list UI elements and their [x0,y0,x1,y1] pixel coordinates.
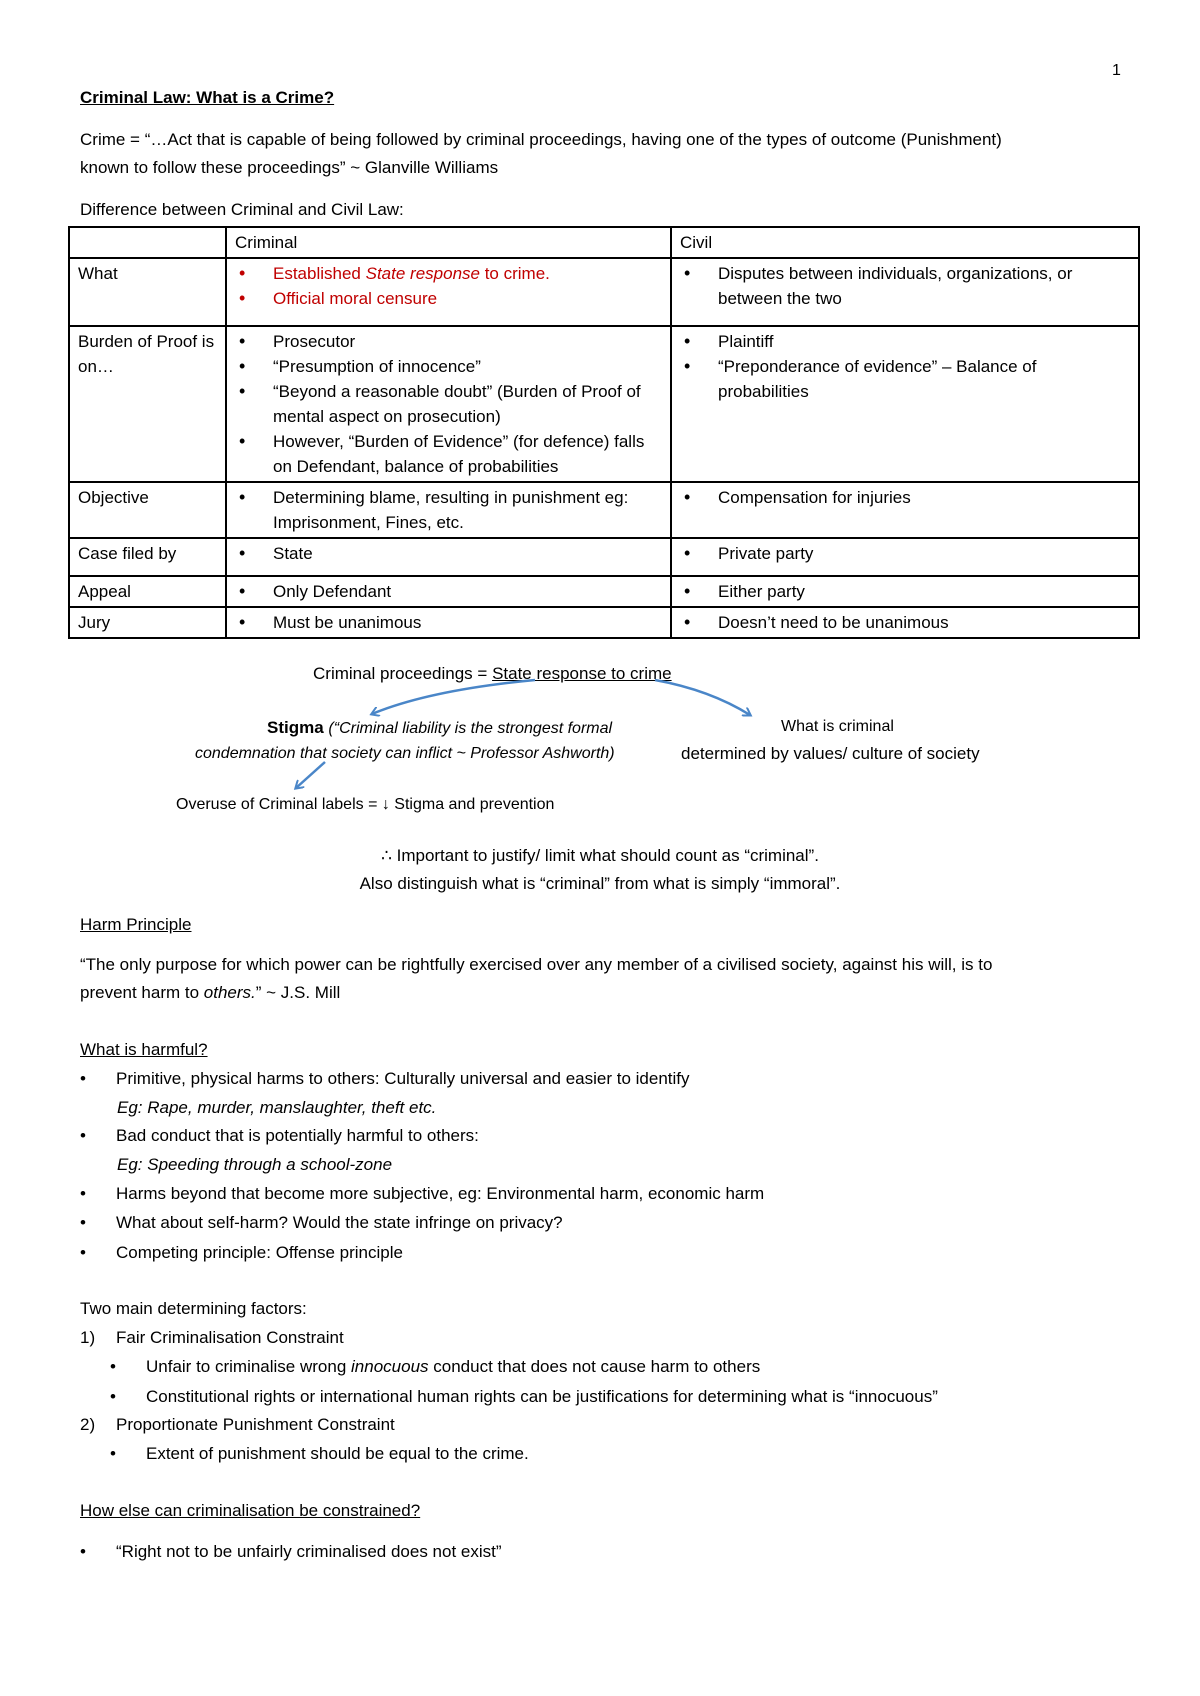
factor-2: 2) Proportionate Punishment Constraint [80,1415,395,1434]
criminal-proceedings-line: Criminal proceedings = State response to crime [313,664,672,683]
stigma-line-2: condemnation that society can inflict ~ Professor Ashworth) [195,745,615,762]
list-item: • Plaintiff [680,329,1130,354]
row-label: Burden of Proof is on… [69,326,226,482]
list-item: • “Beyond a reasonable doubt” (Burden of Proof of mental aspect on prosecution) [235,379,662,429]
list-item: • Official moral censure [235,286,662,311]
list-item: • Compensation for injuries [680,485,1130,510]
list-item: • Either party [680,579,1130,604]
stigma-line-1: Stigma (“Criminal liability is the strongest formal [267,718,613,737]
conclusion-line-2: Also distinguish what is “criminal” from what is simply “immoral”. [359,874,841,893]
row-label: What [69,258,226,326]
list-item: • Established State response to crime. [235,261,662,286]
factors-heading: Two main determining factors: [80,1299,307,1318]
harm-principle-quote-line-1: “The only purpose for which power can be rightfully exercised over any member of a civilised society, against his will, is to [80,955,993,974]
page-number: 1 [1112,62,1121,79]
difference-heading: Difference between Criminal and Civil Law: [80,200,404,219]
example-text: Eg: Speeding through a school-zone [117,1155,393,1174]
example-text: Eg: Rape, murder, manslaughter, theft etc. [117,1098,437,1117]
determined-by-label: determined by values/ culture of society [681,744,980,763]
row-label: Case filed by [69,538,226,576]
overuse-label: Overuse of Criminal labels = ↓ Stigma and prevention [176,796,555,813]
list-item: • “Preponderance of evidence” – Balance of probabilities [680,354,1130,404]
harm-principle-heading: Harm Principle [80,915,192,934]
arrow-to-stigma [372,680,535,714]
list-item: • Prosecutor [235,329,662,354]
row-label: Appeal [69,576,226,607]
list-item: • Private party [680,541,1130,566]
list-item: • However, “Burden of Evidence” (for defence) falls on Defendant, balance of probabilities [235,429,662,479]
harm-principle-quote-line-2: prevent harm to others.” ~ J.S. Mill [80,983,341,1002]
arrow-to-overuse [296,762,325,788]
factor-1: 1) Fair Criminalisation Constraint [80,1328,344,1347]
list-item: • Only Defendant [235,579,662,604]
table-header-criminal: Criminal [226,227,671,258]
list-item: • Determining blame, resulting in punishment eg: Imprisonment, Fines, etc. [235,485,662,535]
constrained-heading: How else can criminalisation be constrained? [80,1501,421,1520]
crime-definition-line-1: Crime = “…Act that is capable of being followed by criminal proceedings, having one of the types of outcome (Punishment) [80,130,1002,149]
list-item: • Must be unanimous [235,610,662,635]
what-is-harmful-heading: What is harmful? [80,1040,208,1059]
crime-definition-line-2: known to follow these proceedings” ~ Glanville Williams [80,158,499,177]
conclusion-line-1: ∴ Important to justify/ limit what should count as “criminal”. [381,846,819,865]
arrow-to-what-is-criminal [655,680,750,715]
state-response-label: State response to crime [492,664,672,683]
list-item: • “Presumption of innocence” [235,354,662,379]
document-page: 1 Criminal Law: What is a Crime? Crime = “…Act that is capable of being followed by criminal proceedings, having one of the types of outcome (Punishment) known to follow these proceedings” ~ Glanville Williams Difference between Criminal and Civil Law: Criminal Civil What • Established State response to crime. • Official moral censure • Disputes between individuals, organizations, or between the two Burden of Proof is on… • Prosecutor • “Presumption of innocence” • “Beyond a reasonable doubt” (Burden of Proof of mental aspect on prosecution) • However, “Burden of Evidence” (for defence) falls on Defendant, balance of probabilities • Plaintiff • “Preponderance of evidence” – Balance of probabilities Objective • Determining blame, resulting in punishment eg: Imprisonment, Fines, etc. • Compensation for injuries Case filed by • State • Private party Appeal • Only Defendant • Either party Jury • Must be unanimous • Doesn’t need to be unanimous Criminal proceedings = State response to crime Stigma (“Criminal liability is the strongest formal condemnation that society can inflict ~ Professor Ashworth) What is criminal determined by values/ culture of society Overuse of Criminal labels = ↓ Stigma and prevention ∴ Important to justify/ limit what should count as “criminal”. Also distinguish what is “criminal” from what is simply “immoral”. Harm Principle “The only purpose for which power can be rightfully exercised over any member of a civilised society, against his will, is to prevent harm to others.” ~ J.S. Mill What is harmful? • Primitive, physical harms to others: Culturally universal and easier to identify Eg: Rape, murder, manslaughter, theft etc. • Bad conduct that is potentially harmful to others: Eg: Speeding through a school-zone • Harms beyond that become more subjective, eg: Environmental harm, economic harm • What about self-harm? Would the state infringe on privacy? • Competing principle: Offense principle Two main determining factors: 1) Fair Criminalisation Constraint • Unfair to criminalise wrong innocuous conduct that does not cause harm to others • Constitutional rights or international human rights can be justifications for determining what is “innocuous” 2) Proportionate Punishment Constraint • Extent of punishment should be equal to the crime. How else can criminalisation be constrained? • “Right not to be unfairly criminalised does not exist” [0,0,1200,1696]
row-label: Objective [69,482,226,538]
list-item: • Doesn’t need to be unanimous [680,610,1130,635]
list-item: • Disputes between individuals, organizations, or between the two [680,261,1130,311]
row-label: Jury [69,607,226,638]
list-item: • State [235,541,662,566]
table-header-civil: Civil [671,227,1139,258]
what-is-criminal-label: What is criminal [781,718,894,735]
page-title: Criminal Law: What is a Crime? [80,88,335,107]
